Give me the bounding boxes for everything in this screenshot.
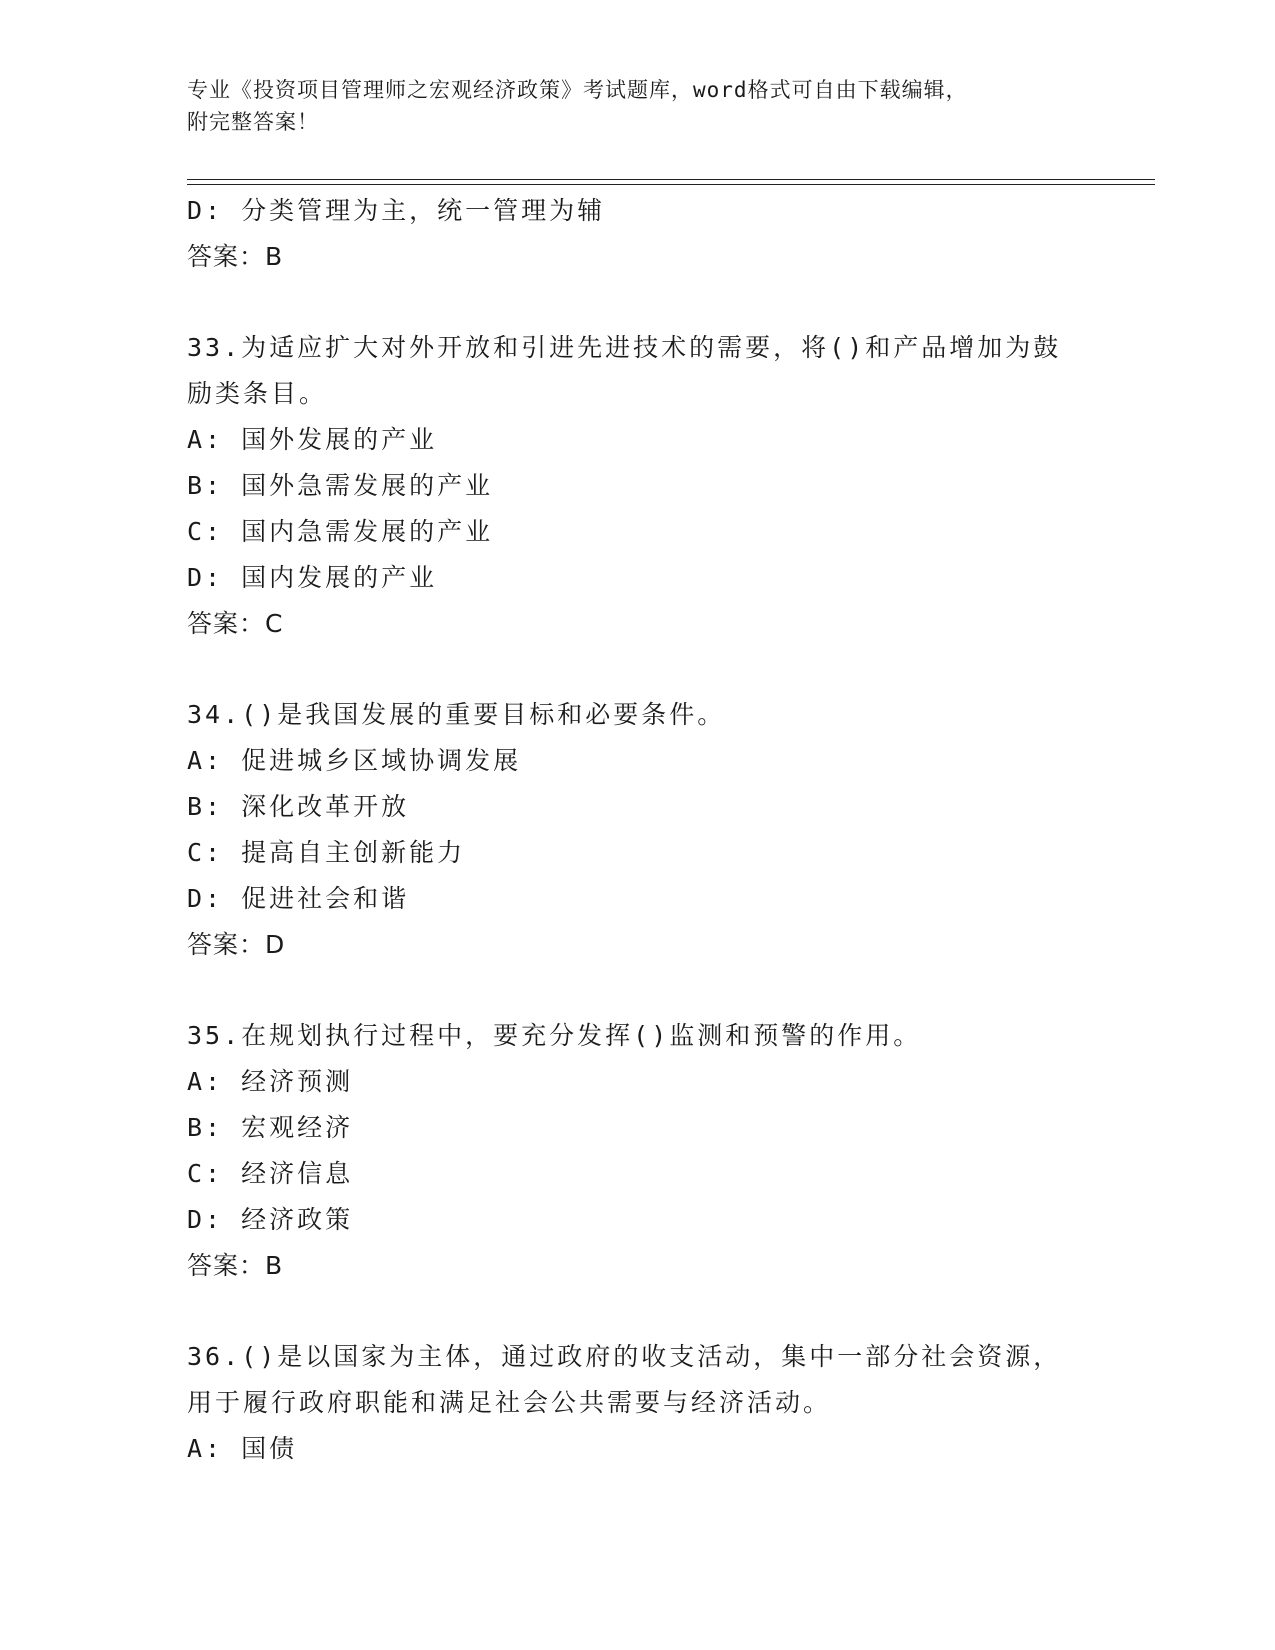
- question-33: [187, 325, 1087, 647]
- spacer: [187, 1289, 1087, 1334]
- question-list: [187, 188, 1087, 1472]
- option-a: A: 经济预测: [187, 1067, 354, 1096]
- option-c: C: 国内急需发展的产业: [187, 517, 494, 546]
- question-34: [187, 692, 1087, 968]
- option-b: B: 宏观经济: [187, 1113, 354, 1142]
- option-d: D: 经济政策: [187, 1205, 354, 1234]
- question-stem: 35.在规划执行过程中，要充分发挥()监测和预警的作用。: [187, 1021, 922, 1050]
- option-c: C: 提高自主创新能力: [187, 838, 466, 867]
- question-36: [187, 1334, 1087, 1472]
- spacer: [187, 647, 1087, 692]
- option-d: D: 分类管理为主，统一管理为辅: [187, 196, 606, 225]
- spacer: [187, 968, 1087, 1013]
- question-32: [187, 188, 1087, 280]
- spacer: [187, 280, 1087, 325]
- option-b: B: 国外急需发展的产业: [187, 471, 494, 500]
- answer-label: 答案：C: [187, 609, 284, 638]
- answer-label: 答案：B: [187, 1251, 284, 1280]
- header-divider-top: [187, 179, 1155, 180]
- question-stem-continued: 用于履行政府职能和满足社会公共需要与经济活动。: [187, 1388, 832, 1417]
- header-line-2: 附完整答案！: [187, 110, 319, 134]
- question-stem: 34.()是我国发展的重要目标和必要条件。: [187, 700, 726, 729]
- option-a: A: 国外发展的产业: [187, 425, 438, 454]
- question-stem-continued: 励类条目。: [187, 379, 328, 408]
- header-divider-bottom: [187, 184, 1155, 185]
- option-a: A: 促进城乡区域协调发展: [187, 746, 522, 775]
- option-c: C: 经济信息: [187, 1159, 354, 1188]
- question-stem: 36.()是以国家为主体，通过政府的收支活动，集中一部分社会资源，: [187, 1342, 1062, 1371]
- option-b: B: 深化改革开放: [187, 792, 410, 821]
- answer-label: 答案：D: [187, 930, 286, 959]
- answer-label: 答案：B: [187, 242, 284, 271]
- option-a: A: 国债: [187, 1434, 298, 1463]
- question-35: [187, 1013, 1087, 1289]
- document-header: [187, 74, 1087, 138]
- question-stem: 33.为适应扩大对外开放和引进先进技术的需要，将()和产品增加为鼓: [187, 333, 1062, 362]
- header-line-1: 专业《投资项目管理师之宏观经济政策》考试题库，word格式可自由下载编辑，: [187, 78, 968, 102]
- option-d: D: 促进社会和谐: [187, 884, 410, 913]
- option-d: D: 国内发展的产业: [187, 563, 438, 592]
